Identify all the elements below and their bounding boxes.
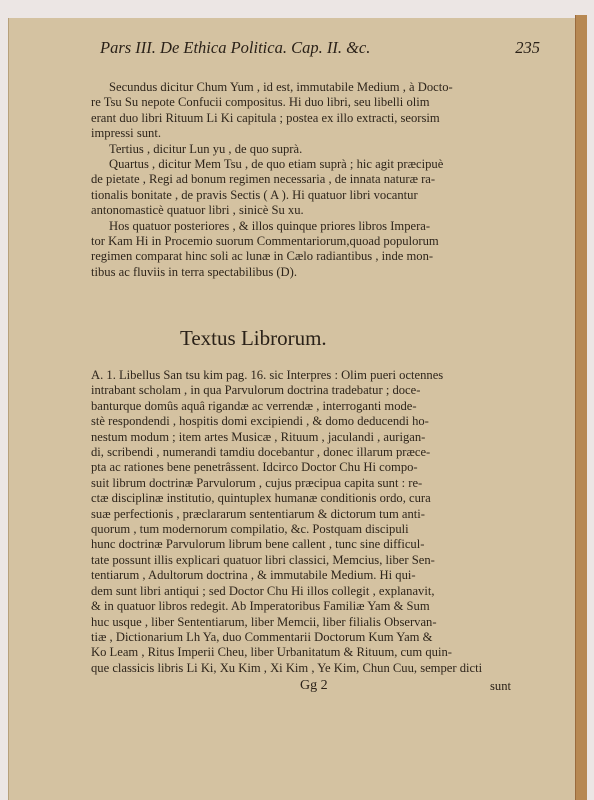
text-line: antonomasticè quatuor libri , sinicè Su xu.	[91, 203, 304, 218]
page-number: 235	[515, 38, 540, 57]
text-line: hunc doctrinæ Parvulorum librum bene callent , tunc sine difficul-	[91, 537, 425, 552]
text-block-bottom	[91, 368, 541, 676]
text-line: tibus ac fluviis in terra spectabilibus (D).	[91, 264, 297, 279]
text-line: tiæ , Dictionarium Lh Ya, duo Commentarii Doctorum Kum Yam &	[91, 629, 433, 644]
running-header	[100, 38, 540, 58]
text-line: tor Kam Hi in Procemio suorum Commentariorum,quoad populorum	[91, 234, 439, 249]
text-line: de pietate , Regi ad bonum regimen necessaria , de innata naturæ ra-	[91, 172, 436, 187]
text-line: tionalis bonitate , de pravis Sectis ( A ). Hi quatuor libri vocantur	[91, 187, 418, 202]
text-line: erant duo libri Rituum Li Ki capitula ; postea ex illo extracti, seorsim	[91, 110, 440, 125]
text-line: ctæ disciplinæ institutio, quintuplex humanæ conditionis ordo, cura	[91, 491, 431, 506]
text-line: Secundus dicitur Chum Yum , id est, immutabile Medium , à Docto-	[109, 80, 453, 94]
text-line: quorum , tum modernorum compilatio, &c. Postquam discipuli	[91, 522, 409, 537]
text-line: banturque domûs aquâ rigandæ ac verrendæ , interroganti mode-	[91, 398, 417, 413]
text-line: tate possunt illis explicari quatuor libri classici, Memcius, liber Sen-	[91, 552, 435, 567]
text-line: Quartus , dicitur Mem Tsu , de quo etiam suprà ; hic agit præcipuè	[109, 157, 444, 172]
text-line: suit librum doctrinæ Parvulorum , cujus præcipua capita sunt : re-	[91, 475, 423, 490]
running-title: Pars III. De Ethica Politica. Cap. II. &c.	[100, 38, 371, 57]
text-line: huc usque , liber Sententiarum, liber Memcii, liber filialis Observan-	[91, 614, 437, 629]
section-title: Textus Librorum.	[180, 326, 327, 350]
text-line: A. 1. Libellus San tsu kim pag. 16. sic Interpres : Olim pueri octennes	[91, 368, 444, 382]
text-line: & in quatuor libros redegit. Ab Imperatoribus Familiæ Yam & Sum	[91, 599, 430, 614]
catchword: sunt	[490, 679, 511, 693]
text-line: intrabant scholam , in qua Parvulorum doctrina tradebatur ; doce-	[91, 383, 421, 398]
text-line: que classicis libris Li Ki, Xu Kim , Xi Kim , Ye Kim, Chun Cuu, semper dicti	[91, 660, 483, 675]
text-line: pta ac rationes bene penetrâssent. Idcirco Doctor Chu Hi compo-	[91, 460, 418, 475]
text-line: Tertius , dicitur Lun yu , de quo suprà.	[109, 141, 303, 156]
text-line: nestum modum ; item artes Musicæ , Rituum , jaculandi , aurigan-	[91, 429, 426, 444]
text-line: regimen comparat hinc soli ac lunæ in Cælo radiantibus , inde mon-	[91, 249, 434, 264]
text-line: re Tsu Su nepote Confucii compositus. Hi duo libri, seu libelli olim	[91, 95, 430, 110]
text-block-top	[91, 80, 541, 280]
signature-mark: Gg 2	[300, 678, 328, 693]
text-line: tentiarum , Adultorum doctrina , & immutabile Medium. Hi qui-	[91, 568, 416, 583]
text-line: Hos quatuor posteriores , & illos quinque priores libros Impera-	[109, 218, 431, 233]
text-line: dem sunt libri antiqui ; sed Doctor Chu Hi illos collegit , explanavit,	[91, 583, 435, 598]
page-edge	[575, 15, 587, 800]
text-line: Ko Leam , Ritus Imperii Cheu, liber Urbanitatum & Rituum, cum quin-	[91, 645, 452, 660]
text-line: di, scribendi , numerandi tamdiu docebantur , donec illarum præce-	[91, 445, 431, 460]
text-line: stè respondendi , hospitis domi excipiendi , & domo deducendi ho-	[91, 414, 429, 429]
text-line: impressi sunt.	[91, 126, 161, 141]
text-line: suæ perfectionis , præclararum sententiarum & dictorum tum anti-	[91, 506, 425, 521]
